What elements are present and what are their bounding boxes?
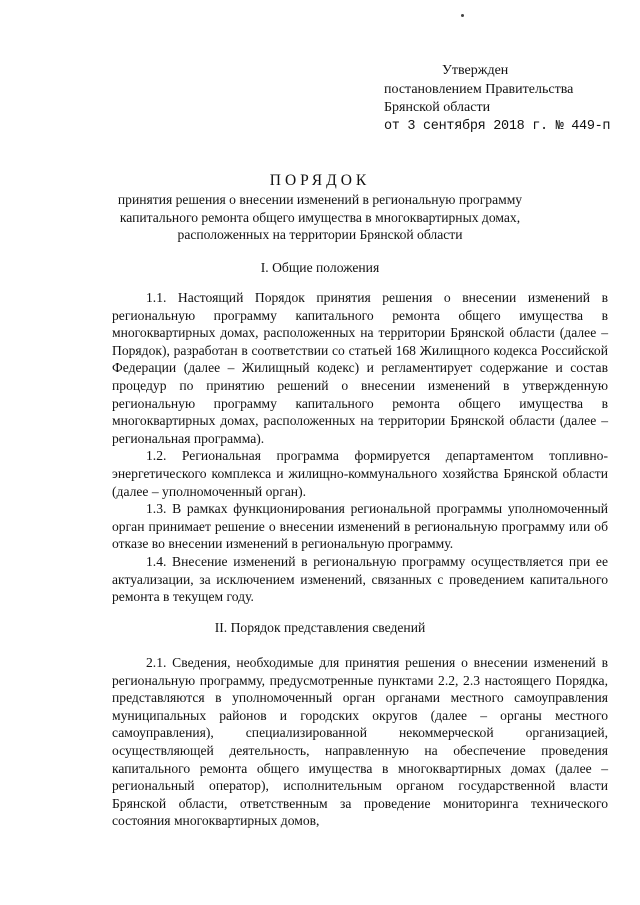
scan-dot (461, 14, 464, 17)
section2-body (112, 654, 608, 830)
document-subtitle (0, 191, 640, 244)
section-heading: I. Общие положения (260, 260, 380, 275)
section1-body (112, 289, 608, 606)
paragraph: 1.4. Внесение изменений в региональную программу осуществляется при ее актуализации, за исключением изменений, связанных с проведением капитального ремонта в текущем году. (112, 553, 608, 605)
paragraph: 1.2. Региональная программа формируется департаментом топливно-энергетического комплекса и жилищно-коммунального хозяйства Брянской области (далее – уполномоченный орган). (112, 448, 608, 499)
subtitle-line: капитального ремонта общего имущества в многоквартирных домах, (119, 209, 521, 225)
paragraph: 2.1. Сведения, необходимые для принятия решения о внесении изменений в региональную программу, предусмотренные пунктами 2.2, 2.3 настоящего Порядка, представляются в уполномоченный орган органами местного самоуправления муниципальных районов и городских округов (далее – органы местного самоуправления), специализированной некоммерческой организацией, осуществляющей деятельность, направленную на обеспечение проведения капитального ремонта общего имущества в многоквартирных домах (далее – региональный оператор), исполнительным органом государственной власти Брянской области, ответственным за проведение мониторинга технического состояния многоквартирных домов, (112, 655, 608, 829)
section-heading: II. Порядок представления сведений (214, 620, 426, 635)
document-title: ПОРЯДОК (269, 172, 371, 189)
approval-line: Утвержден (442, 63, 509, 78)
approval-block (384, 62, 610, 136)
approval-line: постановлением Правительства (384, 81, 574, 97)
paragraph: 1.1. Настоящий Порядок принятия решения о внесении изменений в региональную программу капитального ремонта общего имущества в многоквартирных домах, расположенных на территории Брянской области (далее – Порядок), разработан в соответствии со статьей 168 Жилищного кодекса Российской Федерации (далее – Жилищный кодекс) и регламентирует содержание и состав процедур по принятию решений о внесении изменений в утвержденную региональную программу капитального ремонта общего имущества в многоквартирных домах, расположенных на территории Брянской области (далее – региональная программа). (112, 290, 608, 446)
paragraph: 1.3. В рамках функционирования региональной программы уполномоченный орган принимает решение о внесении изменений в региональную программу или об отказе во внесении изменений в региональную программу. (112, 501, 608, 552)
subtitle-line: принятия решения о внесении изменений в региональную программу (117, 192, 523, 207)
subtitle-line: расположенных на территории Брянской области (177, 227, 463, 242)
approval-date-number: от 3 сентября 2018 г. № 449-п (384, 118, 611, 134)
approval-line: Брянской области (384, 100, 491, 115)
